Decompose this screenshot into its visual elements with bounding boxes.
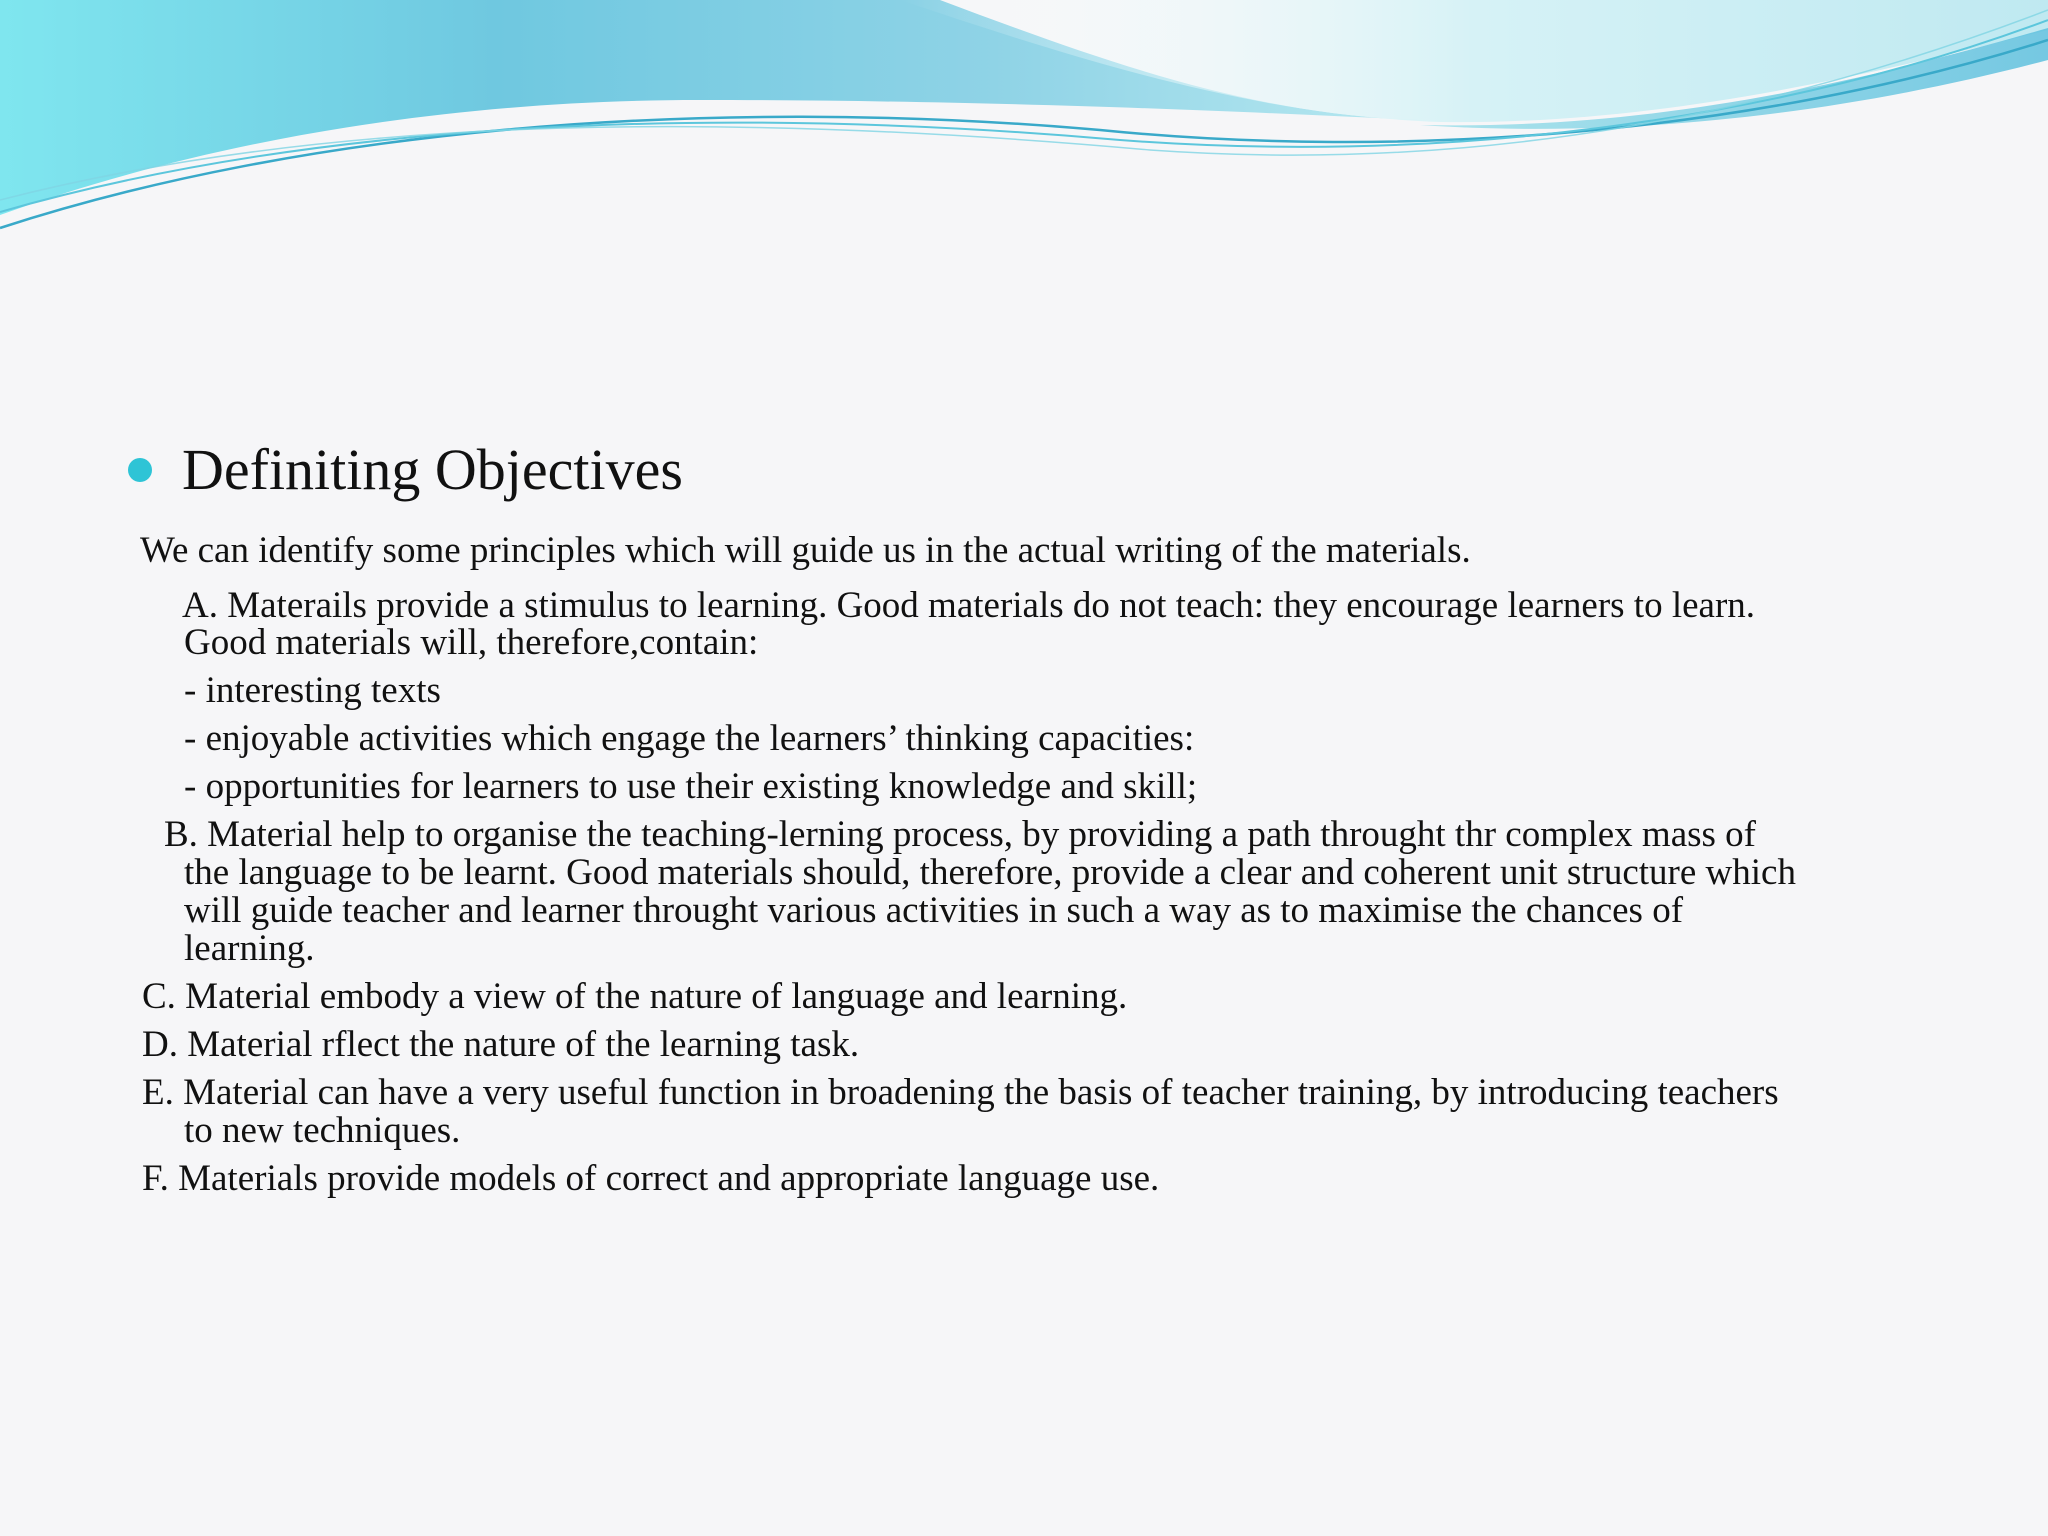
item-a-subitem-2: - enjoyable activities which engage the learners’ thinking capacities: <box>184 718 1195 759</box>
item-c-text: C. Material embody a view of the nature of language and learning. <box>142 976 1128 1017</box>
item-b-line-4: learning. <box>184 928 315 969</box>
bullet-icon <box>128 458 152 482</box>
item-b-line-3: will guide teacher and learner throught various activities in such a way as to maximise the chances of <box>184 890 1684 931</box>
item-d-text: D. Material rflect the nature of the learning task. <box>142 1024 860 1065</box>
item-b-line-2: the language to be learnt. Good materials should, therefore, provide a clear and coherent unit structure which <box>184 852 1796 893</box>
item-a-line-1: A. Materails provide a stimulus to learning. Good materials do not teach: they encourage learners to learn. <box>182 585 1756 626</box>
intro-text: We can identify some principles which will guide us in the actual writing of the materials. <box>140 530 1471 571</box>
item-b-line-1: B. Material help to organise the teaching-lerning process, by providing a path throught thr complex mass of <box>164 814 1756 855</box>
item-a-subitem-1: - interesting texts <box>184 670 441 711</box>
item-a-line-2: Good materials will, therefore,contain: <box>184 622 759 663</box>
heading-text: Definiting Objectives <box>182 437 683 502</box>
item-f-text: F. Materials provide models of correct and appropriate language use. <box>142 1158 1160 1199</box>
item-e-line-1: E. Material can have a very useful function in broadening the basis of teacher training, by introducing teachers <box>142 1072 1779 1113</box>
item-e-line-2: to new techniques. <box>184 1110 461 1151</box>
item-a-subitem-3: - opportunities for learners to use their existing knowledge and skill; <box>184 766 1198 807</box>
slide-heading <box>128 436 683 504</box>
